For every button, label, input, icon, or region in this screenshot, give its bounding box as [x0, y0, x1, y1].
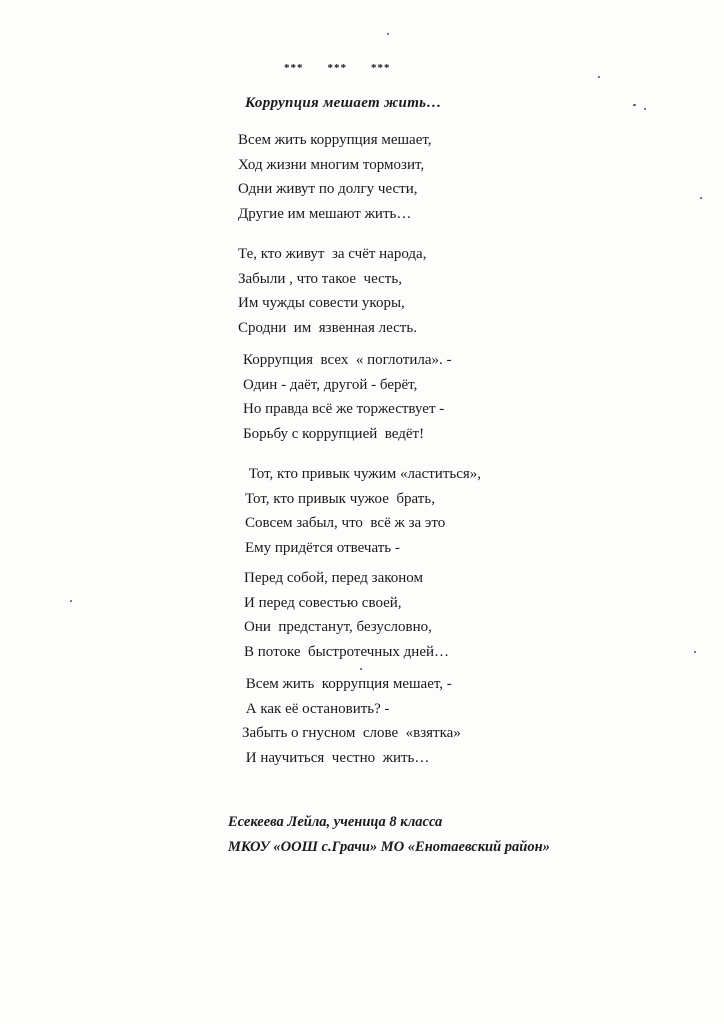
poem-stanza	[245, 462, 481, 560]
poem-line: Забыть о гнусном слове «взятка»	[242, 725, 461, 741]
scan-speck	[633, 104, 636, 106]
poem-line: В потоке быстротечных дней…	[244, 643, 450, 660]
poem-line: И научиться честно жить…	[242, 749, 430, 766]
poem-stanza	[243, 348, 452, 446]
poem-line: Те, кто живут за счёт народа,	[238, 246, 427, 262]
poem-line: Всем жить коррупция мешает, -	[242, 676, 452, 692]
poem-line: Один - даёт, другой - берёт,	[243, 376, 418, 393]
poem-line: Совсем забыл, что всё ж за это	[245, 515, 446, 531]
poem-stanza	[242, 672, 461, 770]
poem-stanza	[238, 128, 432, 226]
poem-line: Всем жить коррупция мешает,	[238, 132, 432, 148]
poem-line: Ход жизни многим тормозит,	[238, 156, 425, 173]
poem-line: Борьбу с коррупцией ведёт!	[243, 425, 425, 442]
scan-speck	[700, 197, 702, 199]
school-signature: МКОУ «ООШ с.Грачи» МО «Енотаевский район»	[228, 839, 550, 855]
poem-stanza	[238, 242, 426, 340]
stars-group: ***	[371, 62, 391, 74]
poem-line: А как её остановить? -	[242, 700, 390, 717]
decorative-stars	[284, 62, 415, 74]
stars-group: ***	[327, 62, 347, 74]
poem-line: Тот, кто привык чужое брать,	[245, 490, 435, 507]
scan-speck	[70, 600, 72, 602]
stars-group: ***	[284, 62, 304, 74]
poem-line: Они предстанут, безусловно,	[244, 619, 432, 635]
poem-line: Сродни им язвенная лесть.	[238, 319, 417, 336]
scan-speck	[387, 33, 389, 35]
poem-line: Коррупция всех « поглотила». -	[243, 352, 452, 368]
poem-stanza	[244, 566, 449, 664]
poem-line: И перед совестью своей,	[244, 594, 402, 611]
poem-title: Коррупция мешает жить…	[245, 95, 442, 111]
poem-line: Им чужды совести укоры,	[238, 295, 405, 311]
poem-line: Перед собой, перед законом	[244, 570, 424, 586]
poem-line: Забыли , что такое честь,	[238, 270, 402, 287]
author-signature: Есекеева Лейла, ученица 8 класса	[228, 814, 443, 830]
scan-speck	[694, 651, 696, 653]
scan-speck	[598, 76, 600, 78]
poem-line: Другие им мешают жить…	[238, 205, 412, 222]
poem-line: Тот, кто привык чужим «ластиться»,	[245, 466, 482, 482]
scan-speck	[360, 668, 362, 670]
scan-speck	[644, 108, 646, 110]
poem-line: Но правда всё же торжествует -	[243, 401, 445, 417]
poem-line: Ему придётся отвечать -	[245, 539, 400, 556]
poem-line: Одни живут по долгу чести,	[238, 181, 418, 197]
